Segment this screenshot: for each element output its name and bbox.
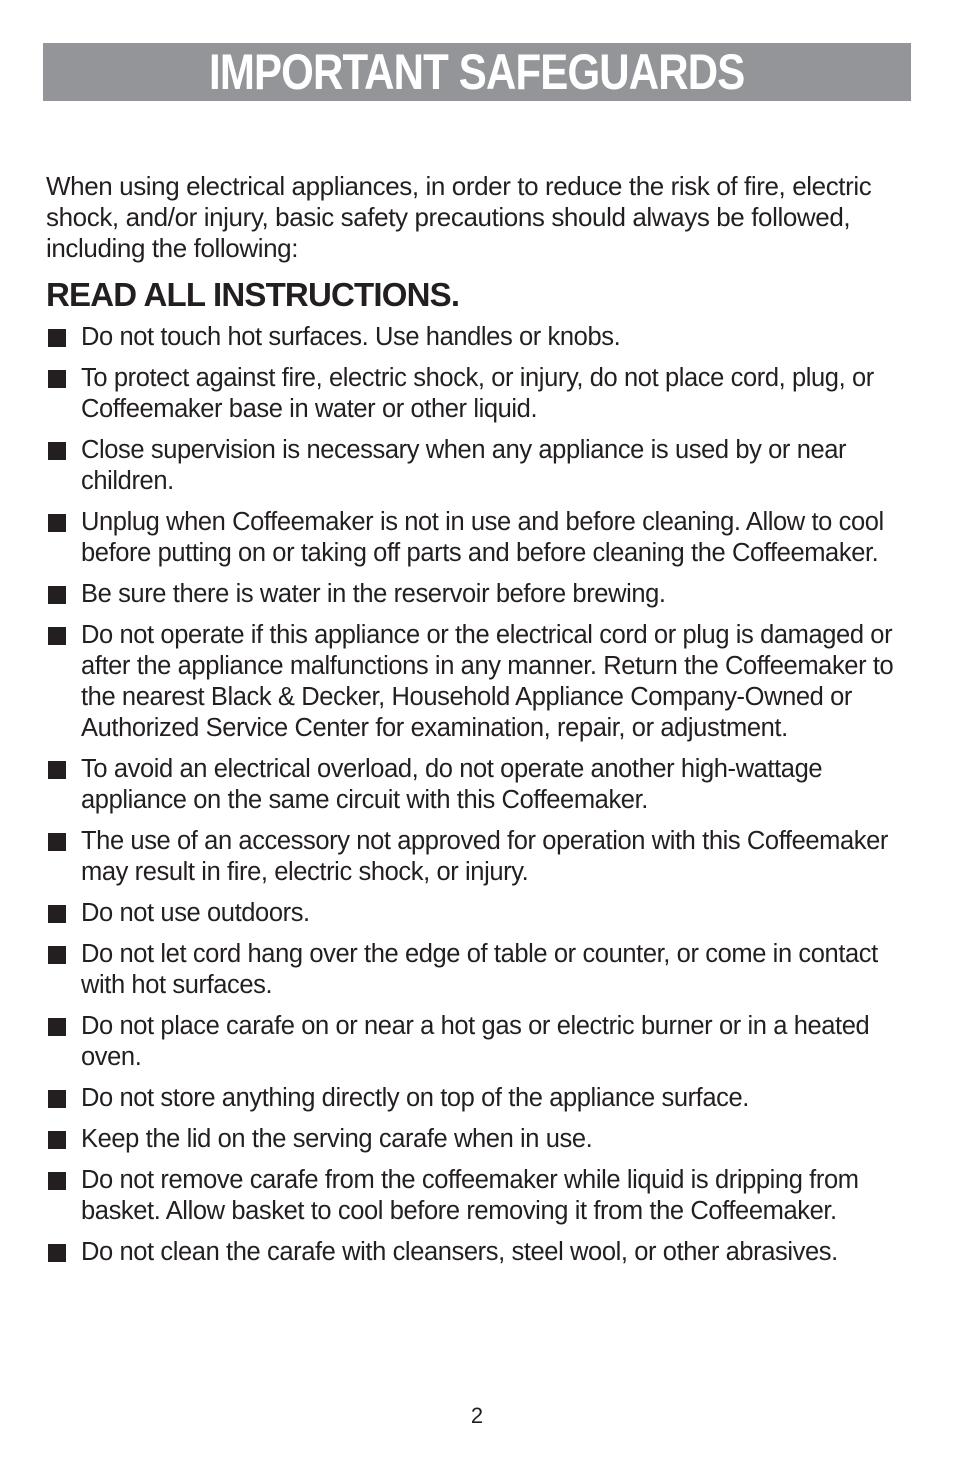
safeguard-text: Close supervision is necessary when any appliance is used by or near children.: [81, 436, 847, 495]
page-title: IMPORTANT SAFEGUARDS: [209, 44, 745, 100]
safeguard-text: Do not use outdoors.: [81, 899, 310, 927]
safeguard-text: Do not touch hot surfaces. Use handles or knobs.: [81, 323, 621, 351]
safeguard-item: [46, 754, 912, 816]
square-bullet-icon: [48, 370, 66, 388]
square-bullet-icon: [48, 329, 66, 347]
safeguard-item: [46, 579, 912, 610]
safeguard-text: To avoid an electrical overload, do not operate another high-wattage appliance on the same circuit with this Coffeemaker.: [81, 755, 823, 814]
safeguard-item: [46, 826, 912, 888]
safeguard-item: [46, 1083, 912, 1114]
square-bullet-icon: [48, 761, 66, 779]
safeguard-text: The use of an accessory not approved for operation with this Coffeemaker may result in fire, electric shock, or injury.: [81, 827, 889, 886]
square-bullet-icon: [48, 1172, 66, 1190]
square-bullet-icon: [48, 586, 66, 604]
square-bullet-icon: [48, 442, 66, 460]
safeguards-list: [46, 322, 912, 1278]
page-number: 2: [470, 1403, 484, 1428]
safeguard-item: [46, 1124, 912, 1155]
safeguard-item: [46, 620, 912, 744]
square-bullet-icon: [48, 833, 66, 851]
safeguard-text: Do not store anything directly on top of the appliance surface.: [81, 1084, 749, 1112]
square-bullet-icon: [48, 1244, 66, 1262]
safeguard-text: To protect against fire, electric shock, or injury, do not place cord, plug, or Coffeemaker base in water or other liquid.: [81, 364, 874, 423]
safeguard-text: Do not remove carafe from the coffeemaker while liquid is dripping from basket. Allow basket to cool before removing it from the Coffeemaker.: [81, 1166, 859, 1225]
safeguard-item: [46, 363, 912, 425]
safeguard-text: Do not place carafe on or near a hot gas or electric burner or in a heated oven.: [81, 1012, 870, 1071]
safeguard-item: [46, 507, 912, 569]
safeguard-item: [46, 1165, 912, 1227]
safeguard-text: Do not let cord hang over the edge of table or counter, or come in contact with hot surfaces.: [81, 940, 878, 999]
square-bullet-icon: [48, 905, 66, 923]
square-bullet-icon: [48, 1131, 66, 1149]
safeguard-text: Do not operate if this appliance or the electrical cord or plug is damaged or after the appliance malfunctions in any manner. Return the Coffeemaker to the nearest Black & Decker, Household Appliance Company-Owned or Authorized Service Center for examination, repair, or adjustment.: [81, 621, 894, 742]
safeguard-text: Be sure there is water in the reservoir before brewing.: [81, 580, 666, 608]
safeguard-item: [46, 939, 912, 1001]
safeguard-item: [46, 898, 912, 929]
safeguard-item: [46, 1237, 912, 1268]
square-bullet-icon: [48, 1018, 66, 1036]
intro-paragraph: When using electrical appliances, in order to reduce the risk of fire, electric shock, and/or injury, basic safety precautions should always be followed, including the following:: [46, 171, 872, 263]
safeguard-text: Keep the lid on the serving carafe when in use.: [81, 1125, 593, 1153]
section-subheading: READ ALL INSTRUCTIONS.: [46, 276, 460, 313]
safeguard-item: [46, 1011, 912, 1073]
safeguard-item: [46, 322, 912, 353]
safeguard-text: Do not clean the carafe with cleansers, steel wool, or other abrasives.: [81, 1238, 838, 1266]
square-bullet-icon: [48, 627, 66, 645]
square-bullet-icon: [48, 514, 66, 532]
safeguard-item: [46, 435, 912, 497]
safeguard-text: Unplug when Coffeemaker is not in use and before cleaning. Allow to cool before putting on or taking off parts and before cleaning the Coffeemaker.: [81, 508, 884, 567]
title-banner: [43, 43, 911, 101]
square-bullet-icon: [48, 946, 66, 964]
square-bullet-icon: [48, 1090, 66, 1108]
